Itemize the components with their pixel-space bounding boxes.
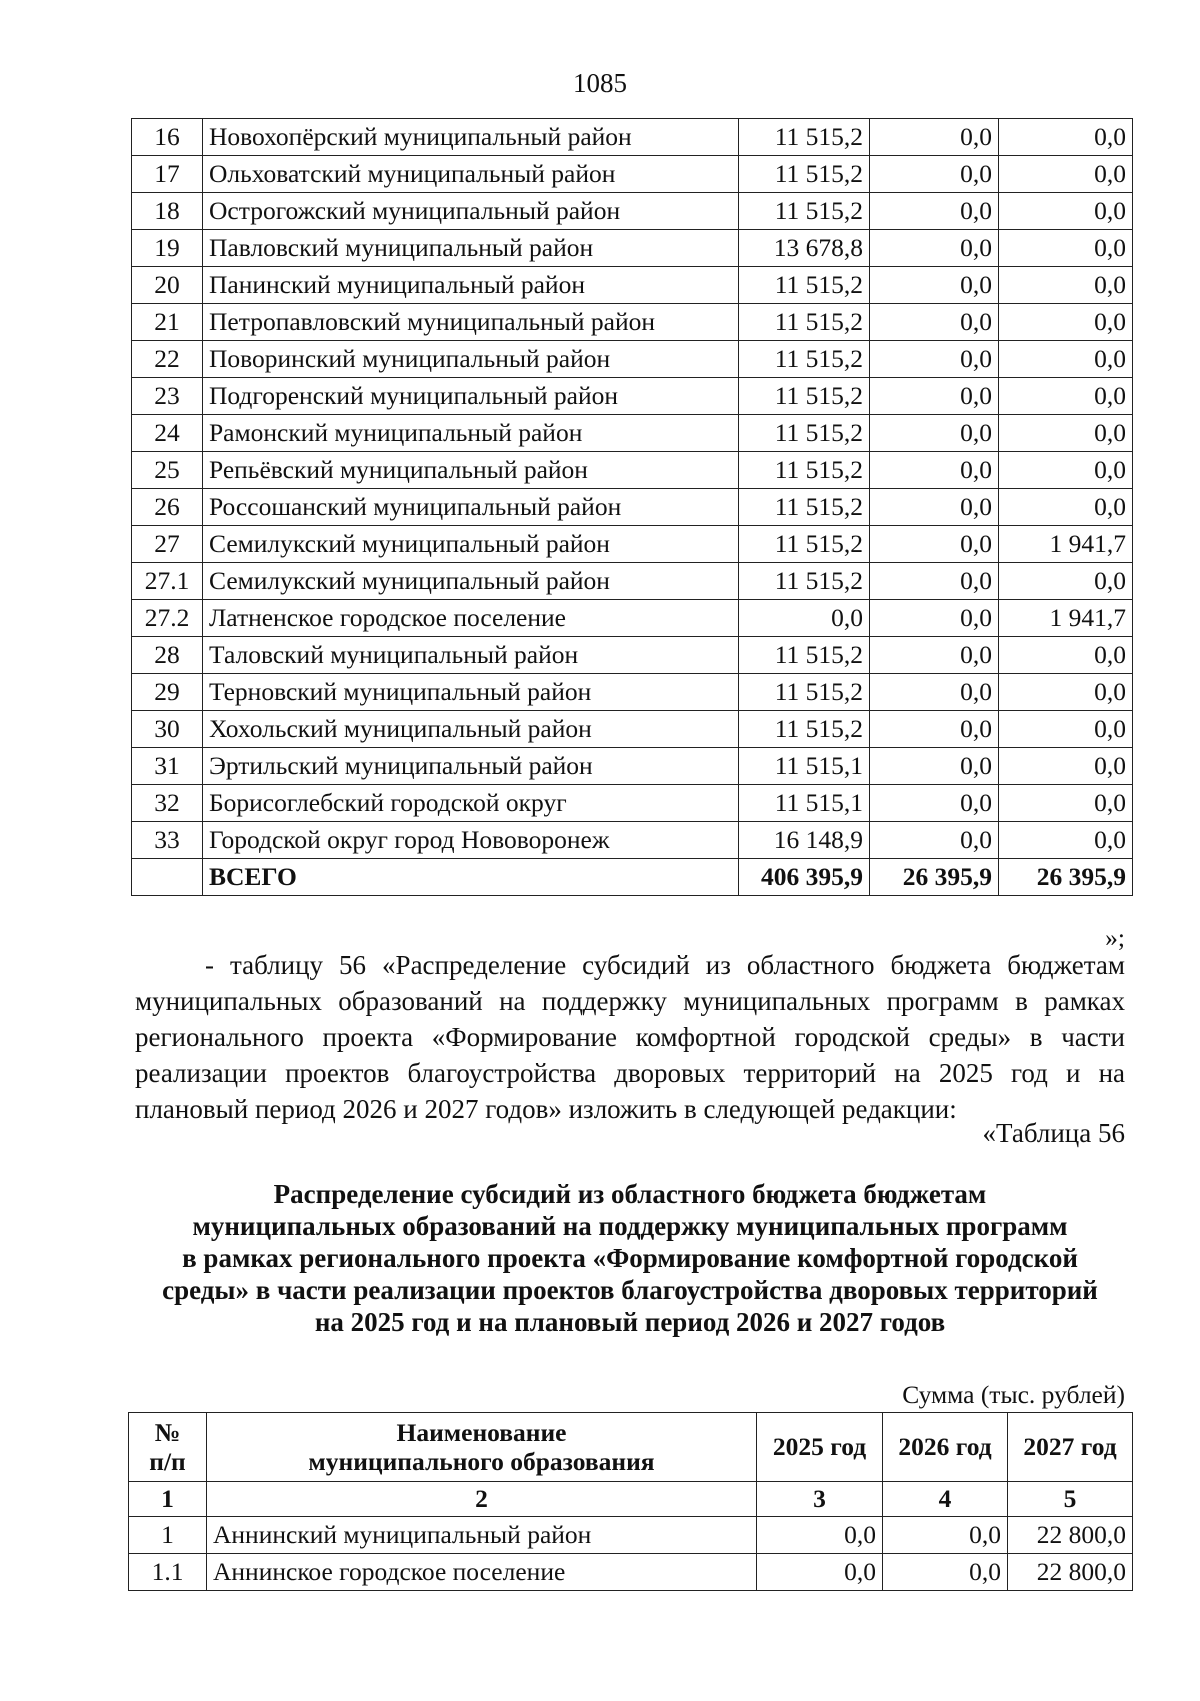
table-row bbox=[132, 304, 1133, 341]
continued-table-body bbox=[132, 119, 1133, 896]
row-number: 20 bbox=[132, 267, 203, 304]
municipality-name: Поворинский муниципальный район bbox=[203, 341, 739, 378]
amount-2027: 0,0 bbox=[999, 674, 1133, 711]
title-line: в рамках регионального проекта «Формирование комфортной городской bbox=[182, 1243, 1078, 1273]
amount-2027: 0,0 bbox=[999, 119, 1133, 156]
table-row bbox=[132, 415, 1133, 452]
row-number: 31 bbox=[132, 748, 203, 785]
amount-2025: 11 515,2 bbox=[739, 415, 870, 452]
municipality-name: Семилукский муниципальный район bbox=[203, 563, 739, 600]
header-name: Наименование муниципального образования bbox=[207, 1413, 757, 1482]
row-number: 17 bbox=[132, 156, 203, 193]
row-number: 19 bbox=[132, 230, 203, 267]
row-number: 21 bbox=[132, 304, 203, 341]
table-row bbox=[132, 822, 1133, 859]
amount-2027: 0,0 bbox=[999, 415, 1133, 452]
amount-2025: 11 515,2 bbox=[739, 378, 870, 415]
header-2025: 2025 год bbox=[757, 1413, 883, 1482]
amount-2027: 0,0 bbox=[999, 156, 1133, 193]
new-table-body bbox=[129, 1517, 1133, 1591]
municipality-name: Семилукский муниципальный район bbox=[203, 526, 739, 563]
amount-2026: 0,0 bbox=[870, 711, 999, 748]
municipality-name: Аннинское городское поселение bbox=[207, 1554, 757, 1591]
units-note: Сумма (тыс. рублей) bbox=[902, 1380, 1125, 1409]
row-number bbox=[132, 859, 203, 896]
title-line: среды» в части реализации проектов благоустройства дворовых территорий bbox=[162, 1275, 1098, 1305]
amount-2027: 0,0 bbox=[999, 267, 1133, 304]
amount-2026: 0,0 bbox=[870, 563, 999, 600]
row-number: 27.1 bbox=[132, 563, 203, 600]
row-number: 29 bbox=[132, 674, 203, 711]
amount-2026: 0,0 bbox=[870, 489, 999, 526]
amount-2027: 0,0 bbox=[999, 637, 1133, 674]
table-row bbox=[129, 1517, 1133, 1554]
table-row bbox=[132, 526, 1133, 563]
table-row bbox=[132, 156, 1133, 193]
amount-2025: 16 148,9 bbox=[739, 822, 870, 859]
new-allocation-table bbox=[128, 1412, 1133, 1591]
title-line: Распределение субсидий из областного бюджета бюджетам bbox=[273, 1179, 987, 1209]
amount-2026: 0,0 bbox=[870, 637, 999, 674]
table-row bbox=[132, 785, 1133, 822]
amount-2026: 0,0 bbox=[870, 341, 999, 378]
amount-2026: 0,0 bbox=[870, 193, 999, 230]
table-row bbox=[132, 674, 1133, 711]
amount-2027: 0,0 bbox=[999, 341, 1133, 378]
total-2027: 26 395,9 bbox=[999, 859, 1133, 896]
table-row bbox=[132, 748, 1133, 785]
column-index-row bbox=[129, 1482, 1133, 1517]
municipality-name: Борисоглебский городской округ bbox=[203, 785, 739, 822]
closing-quote: »; bbox=[1105, 923, 1125, 952]
amount-2026: 0,0 bbox=[870, 452, 999, 489]
table-row bbox=[132, 230, 1133, 267]
amount-2027: 0,0 bbox=[999, 230, 1133, 267]
column-index: 2 bbox=[207, 1482, 757, 1517]
row-number: 1.1 bbox=[129, 1554, 207, 1591]
row-number: 26 bbox=[132, 489, 203, 526]
municipality-name: Ольховатский муниципальный район bbox=[203, 156, 739, 193]
amount-2027: 0,0 bbox=[999, 489, 1133, 526]
amount-2025: 11 515,2 bbox=[739, 452, 870, 489]
row-number: 16 bbox=[132, 119, 203, 156]
table-row bbox=[132, 378, 1133, 415]
municipality-name: Эртильский муниципальный район bbox=[203, 748, 739, 785]
row-number: 33 bbox=[132, 822, 203, 859]
amount-2025: 11 515,2 bbox=[739, 674, 870, 711]
amount-2026: 0,0 bbox=[883, 1517, 1008, 1554]
table-row bbox=[129, 1554, 1133, 1591]
municipality-name: Репьёвский муниципальный район bbox=[203, 452, 739, 489]
total-label: ВСЕГО bbox=[203, 859, 739, 896]
amount-2025: 11 515,2 bbox=[739, 156, 870, 193]
row-number: 1 bbox=[129, 1517, 207, 1554]
amount-2026: 0,0 bbox=[870, 378, 999, 415]
amount-2026: 0,0 bbox=[870, 119, 999, 156]
amount-2027: 0,0 bbox=[999, 822, 1133, 859]
municipality-name: Острогожский муниципальный район bbox=[203, 193, 739, 230]
municipality-name: Панинский муниципальный район bbox=[203, 267, 739, 304]
amount-2025: 0,0 bbox=[757, 1554, 883, 1591]
amount-2025: 11 515,1 bbox=[739, 748, 870, 785]
amount-2027: 0,0 bbox=[999, 452, 1133, 489]
amount-2025: 11 515,2 bbox=[739, 526, 870, 563]
total-2026: 26 395,9 bbox=[870, 859, 999, 896]
row-number: 32 bbox=[132, 785, 203, 822]
table-header-row bbox=[129, 1413, 1133, 1482]
continued-allocation-table bbox=[131, 118, 1133, 896]
municipality-name: Новохопёрский муниципальный район bbox=[203, 119, 739, 156]
amendment-text: - таблицу 56 «Распределение субсидий из областного бюджета бюджетам муниципальных образований на поддержку муниципальных программ в рамках регионального проекта «Формирование комфортной городской среды» в части реализации проектов благоустройства дворовых территорий на 2025 год и на плановый период 2026 и 2027 годов» изложить в следующей редакции: bbox=[135, 950, 1125, 1124]
table-row bbox=[132, 563, 1133, 600]
amount-2025: 13 678,8 bbox=[739, 230, 870, 267]
header-num: № п/п bbox=[129, 1413, 207, 1482]
amount-2026: 0,0 bbox=[883, 1554, 1008, 1591]
header-2026: 2026 год bbox=[883, 1413, 1008, 1482]
amount-2025: 11 515,2 bbox=[739, 341, 870, 378]
municipality-name: Аннинский муниципальный район bbox=[207, 1517, 757, 1554]
table-row bbox=[132, 267, 1133, 304]
amount-2025: 11 515,2 bbox=[739, 711, 870, 748]
total-row bbox=[132, 859, 1133, 896]
municipality-name: Россошанский муниципальный район bbox=[203, 489, 739, 526]
header-2027: 2027 год bbox=[1008, 1413, 1133, 1482]
amount-2026: 0,0 bbox=[870, 600, 999, 637]
amount-2027: 1 941,7 bbox=[999, 526, 1133, 563]
table-row bbox=[132, 193, 1133, 230]
amount-2025: 11 515,2 bbox=[739, 304, 870, 341]
municipality-name: Петропавловский муниципальный район bbox=[203, 304, 739, 341]
amount-2025: 11 515,2 bbox=[739, 637, 870, 674]
amount-2026: 0,0 bbox=[870, 267, 999, 304]
amount-2025: 0,0 bbox=[757, 1517, 883, 1554]
column-index: 3 bbox=[757, 1482, 883, 1517]
municipality-name: Хохольский муниципальный район bbox=[203, 711, 739, 748]
row-number: 18 bbox=[132, 193, 203, 230]
amount-2026: 0,0 bbox=[870, 526, 999, 563]
title-line: на 2025 год и на плановый период 2026 и 2027 годов bbox=[314, 1307, 946, 1337]
amount-2026: 0,0 bbox=[870, 230, 999, 267]
row-number: 23 bbox=[132, 378, 203, 415]
amendment-paragraph bbox=[135, 947, 1125, 1127]
amount-2027: 0,0 bbox=[999, 563, 1133, 600]
table-row bbox=[132, 711, 1133, 748]
amount-2025: 11 515,2 bbox=[739, 489, 870, 526]
amount-2026: 0,0 bbox=[870, 156, 999, 193]
table-row bbox=[132, 452, 1133, 489]
row-number: 24 bbox=[132, 415, 203, 452]
amount-2026: 0,0 bbox=[870, 415, 999, 452]
row-number: 30 bbox=[132, 711, 203, 748]
row-number: 27 bbox=[132, 526, 203, 563]
column-index: 5 bbox=[1008, 1482, 1133, 1517]
municipality-name: Таловский муниципальный район bbox=[203, 637, 739, 674]
table-row bbox=[132, 119, 1133, 156]
row-number: 25 bbox=[132, 452, 203, 489]
municipality-name: Павловский муниципальный район bbox=[203, 230, 739, 267]
municipality-name: Латненское городское поселение bbox=[203, 600, 739, 637]
amount-2027: 0,0 bbox=[999, 304, 1133, 341]
page-number: 1085 bbox=[573, 68, 627, 98]
table-row bbox=[132, 600, 1133, 637]
column-index: 4 bbox=[883, 1482, 1008, 1517]
table-row bbox=[132, 341, 1133, 378]
column-index: 1 bbox=[129, 1482, 207, 1517]
amount-2025: 11 515,2 bbox=[739, 119, 870, 156]
amount-2027: 0,0 bbox=[999, 378, 1133, 415]
total-2025: 406 395,9 bbox=[739, 859, 870, 896]
amount-2026: 0,0 bbox=[870, 674, 999, 711]
amount-2027: 0,0 bbox=[999, 711, 1133, 748]
amount-2026: 0,0 bbox=[870, 822, 999, 859]
amount-2026: 0,0 bbox=[870, 304, 999, 341]
amount-2025: 11 515,2 bbox=[739, 193, 870, 230]
amount-2027: 22 800,0 bbox=[1008, 1517, 1133, 1554]
table-row bbox=[132, 489, 1133, 526]
row-number: 28 bbox=[132, 637, 203, 674]
row-number: 22 bbox=[132, 341, 203, 378]
row-number: 27.2 bbox=[132, 600, 203, 637]
amount-2025: 11 515,2 bbox=[739, 267, 870, 304]
amount-2027: 1 941,7 bbox=[999, 600, 1133, 637]
amount-2026: 0,0 bbox=[870, 785, 999, 822]
title-line: муниципальных образований на поддержку муниципальных программ bbox=[192, 1211, 1068, 1241]
municipality-name: Рамонский муниципальный район bbox=[203, 415, 739, 452]
amount-2025: 0,0 bbox=[739, 600, 870, 637]
municipality-name: Терновский муниципальный район bbox=[203, 674, 739, 711]
municipality-name: Подгоренский муниципальный район bbox=[203, 378, 739, 415]
amount-2027: 0,0 bbox=[999, 748, 1133, 785]
table-title bbox=[135, 1178, 1125, 1338]
amount-2027: 22 800,0 bbox=[1008, 1554, 1133, 1591]
municipality-name: Городской округ город Нововоронеж bbox=[203, 822, 739, 859]
amount-2025: 11 515,2 bbox=[739, 563, 870, 600]
amount-2026: 0,0 bbox=[870, 748, 999, 785]
amount-2027: 0,0 bbox=[999, 785, 1133, 822]
amount-2027: 0,0 bbox=[999, 193, 1133, 230]
table-label: «Таблица 56 bbox=[982, 1118, 1125, 1148]
table-row bbox=[132, 637, 1133, 674]
amount-2025: 11 515,1 bbox=[739, 785, 870, 822]
